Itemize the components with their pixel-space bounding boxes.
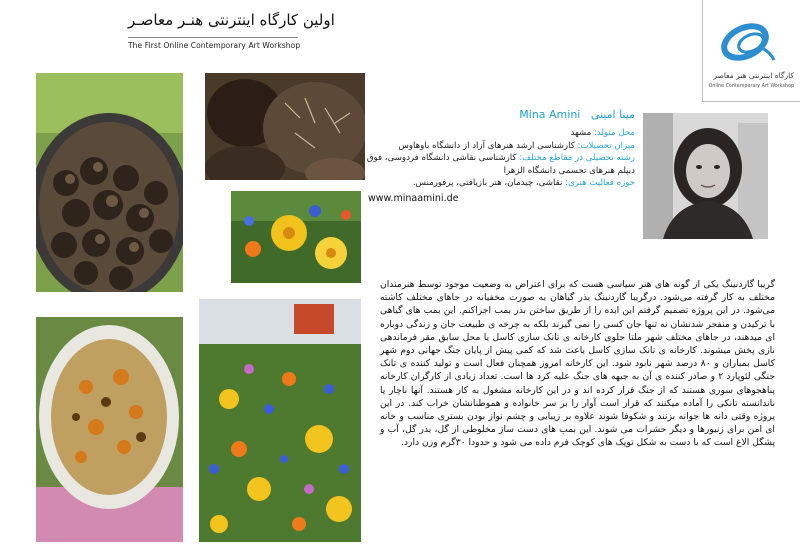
birthplace-label: محل متولد: [593, 128, 635, 138]
seed-bombs-bowl-photo [36, 73, 183, 292]
activity-value: نقاشی، چیدمان، هنر بازیافتی، پرفورمنس. [412, 178, 563, 189]
education-value: کارشناسی ارشد هنرهای آزاد از دانشگاه باوهاوس [398, 140, 575, 151]
workshop-title-fa: اولین کارگاه اینترنتی هنـر معاصـر [128, 11, 335, 29]
artist-name-row [450, 108, 635, 121]
artist-website-link[interactable]: www.minaamini.de [368, 193, 459, 204]
artist-portrait-photo [643, 113, 768, 239]
seed-bombs-closeup-photo [205, 73, 365, 180]
education-line [360, 140, 635, 153]
logo-frame-vertical-line [702, 0, 703, 102]
activity-line [360, 177, 635, 190]
logo-name-fa: کارگاه اینترنتی هنر معاصر [713, 71, 794, 80]
workshop-logo-icon [718, 18, 778, 66]
birthplace-line [360, 127, 635, 140]
artist-name-fa: مینا امینی [590, 108, 635, 121]
calendula-flowers-photo [231, 191, 361, 283]
header-divider [128, 37, 298, 38]
wildflower-meadow-photo [199, 299, 361, 542]
activity-label: حوزه فعالیت هنری: [565, 178, 635, 189]
logo-frame-horizontal-line [702, 101, 800, 102]
education-label: میزان تحصیلات: [577, 140, 635, 151]
artist-name-en: Mina Amini [519, 108, 581, 121]
logo-name-en: Online Contemporary Art Workshop [708, 84, 794, 89]
project-description: گریبا گاردنینگ یکی از گونه های هنر سیاسی هست که برای اعتراض به وضعیت موجود توسط هنرمندان مختلف به کار گرفته می‌شود. درگریبا گاردنینگ بذر گیاهان به صورت مخفیانه در جاهای مختلف کاشته می‌شود. در این پروژه تصمیم گرفتم این ایده را از طریق ساختن بذر بمب اجراکنم. این بمب های گیاهی با ترکیدن و منفجر شدنشان نه تنها جان کسی را نمی گیرند بلکه به چرخه ی طبیعت جان و زندگی دوباره ای میدهند، در جاهای مختلف شهر ملتا جلوی کارخانه ی تانک سازی کاسل یا محل سابق مقر فرماندهی نازی پخش میشوند. کارخانه ی تانک سازی کاسل باعث شد که کمی پیش از پایان جنگ جهانی دوم شهر کاسل بمباران و ۸۰ درصد شهر نابود شود. این کارخانه امروز همچنان فعال است و تولید کننده ی تانک جنگی لئوپارد ۲ و صادر کننده ی آن به جبهه های جنگ علیه کرد ها است. تعداد زیادی از کارگران کارخانه پناهجوهای سوری هستند که از جنگ فرار کرده اند و در این کارخانه مشغول به کار هستند. آنها ناچار یا ناندانسته تانکی را آماده میکنند که قرار است آوار را بر سر خانواده و هموطنانشان خراب کند. در این پروژه وقتی دانه ها جوانه بزنند و شکوفا شوند علاوه بر زیبایی و چشم نواز بودن بستری مناسب و خانه ای امن برای زنبورها و دیگر حشرات می شوند. این بمب های دست ساز مخلوطی از گل، بذر گل، آب و پشگل الاغ است که با دست به شکل توپک های کوچک فرم داده می شود و حدودا ۳۰گرم وزن دارد. [380, 279, 775, 449]
birthplace-value: مشهد [570, 128, 592, 138]
field-label: رشته تحصیلی در مقاطع مختلف: [519, 153, 635, 164]
field-value: کارشناسی نقاشی دانشگاه فردوسی، فوق دیپلم هنرهای تجسمی دانشگاه الزهرا [366, 153, 635, 176]
field-line [360, 152, 635, 177]
artist-bio [360, 127, 635, 190]
workshop-title-en: The First Online Contemporary Art Workshop [128, 41, 301, 50]
dried-flowers-jar-photo [36, 317, 183, 542]
